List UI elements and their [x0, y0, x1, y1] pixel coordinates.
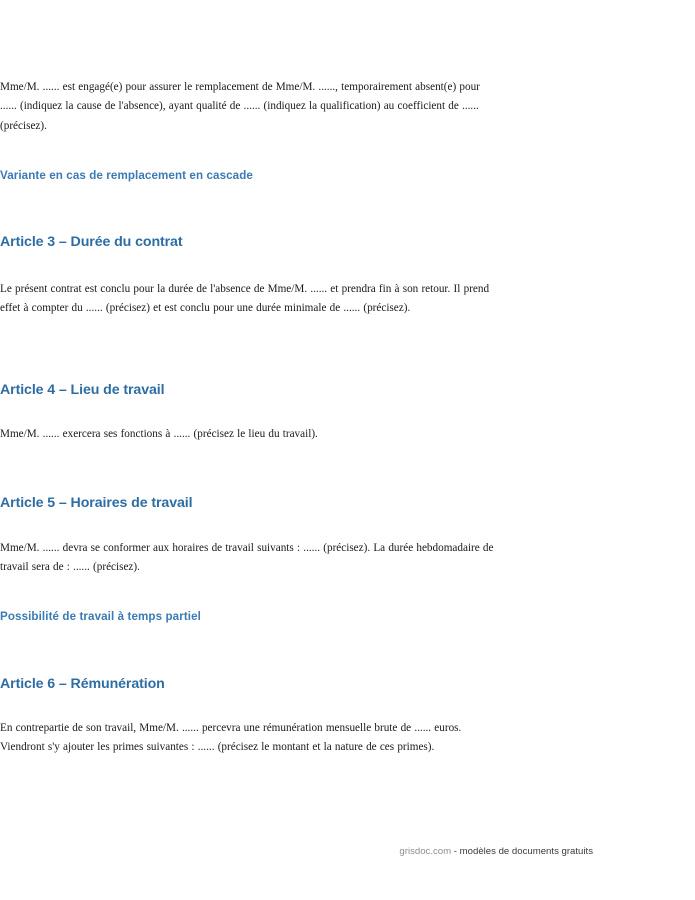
- heading-article-5: Article 5 – Horaires de travail: [0, 495, 193, 511]
- heading-article-3: Article 3 – Durée du contrat: [0, 234, 183, 250]
- subheading-possibilite-travail-temps-partiel: Possibilité de travail à temps partiel: [0, 610, 201, 623]
- footer-brand: grisdoc.com: [399, 846, 452, 857]
- heading-article-6: Article 6 – Rémunération: [0, 676, 165, 692]
- article-5-paragraph: Mme/M. ...... devra se conformer aux horaires de travail suivants : ...... (précisez). La durée hebdomadaire de travail sera de : ...... (précisez).: [0, 542, 494, 574]
- article-3-paragraph: Le présent contrat est conclu pour la durée de l'absence de Mme/M. ...... et prendra fin à son retour. Il prend effet à compter du ...... (précisez) et est conclu pour une durée minimale de ...... (précisez).: [0, 283, 490, 315]
- subheading-variante-remplacement-cascade: Variante en cas de remplacement en cascade: [0, 169, 253, 182]
- article-4-paragraph: Mme/M. ...... exercera ses fonctions à ...... (précisez le lieu du travail).: [0, 428, 318, 440]
- heading-article-4: Article 4 – Lieu de travail: [0, 382, 165, 398]
- article-6-paragraph: En contrepartie de son travail, Mme/M. ...... percevra une rémunération mensuelle brute de ...... euros. Viendront s'y ajouter les primes suivantes : ...... (précisez le montant et la nature de ces primes).: [0, 722, 462, 754]
- page-footer: [99, 845, 593, 858]
- intro-paragraph: Mme/M. ...... est engagé(e) pour assurer le remplacement de Mme/M. ......, temporairement absent(e) pour ...... (indiquez la cause de l'absence), ayant qualité de ...... (indiquez la qualification) au coefficient de ...... (précisez).: [0, 81, 480, 132]
- footer-tagline: - modèles de documents gratuits: [451, 846, 593, 857]
